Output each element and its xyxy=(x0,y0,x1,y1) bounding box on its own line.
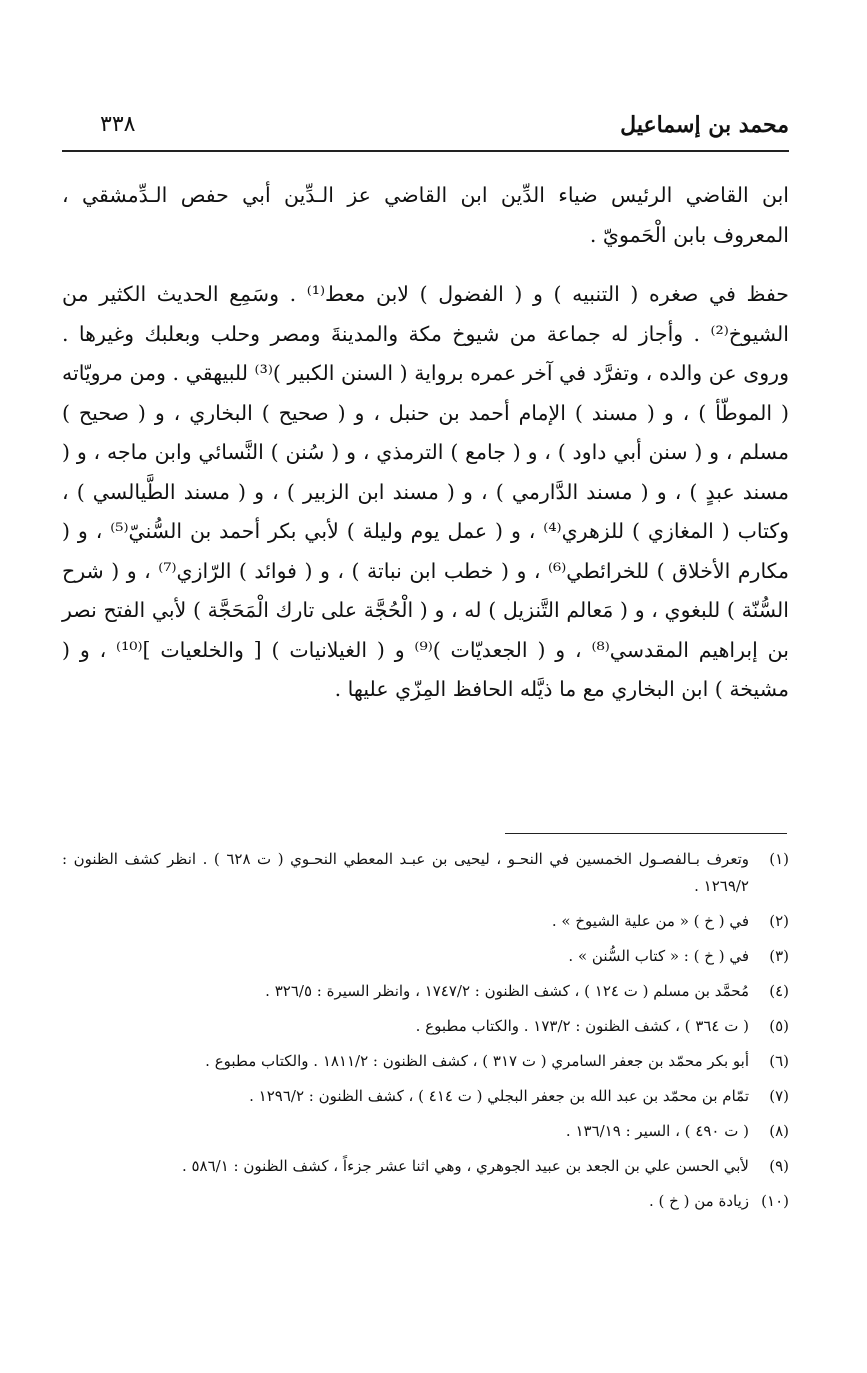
paragraph: حفظ في صغره ( التنبيه ) و ( الفضول ) لابن معط⁽¹⁾ . وسَمِع الحديث الكثير من الشيوخ⁽²⁾ . وأجاز له جماعة من شيوخ مكة والمدينةَ ومصر وحلب وبعلبك وغيرها . وروى عن والده ، وتفرَّد في آخر عمره برواية ( السنن الكبير )⁽³⁾ للبيهقي . ومن مرويّاته ( الموطّأ ) ، و ( مسند ) الإمام أحمد بن حنبل ، و ( صحيح ) البخاري ، و ( صحيح ) مسلم ، و ( سنن أبي داود ) ، و ( جامع ) الترمذي ، و ( سُنن ) النَّسائي وابن ماجه ، و ( مسند عبدٍ ) ، و ( مسند الدَّارمي ) ، و ( مسند ابن الزبير ) ، و ( مسند الطَّيالسي ) ، وكتاب ( المغازي ) للزهري⁽⁴⁾ ، و ( عمل يوم وليلة ) لأبي بكر أحمد بن السُّنيّ⁽⁵⁾ ، و ( مكارم الأخلاق ) للخرائطي⁽⁶⁾ ، و ( خطب ابن نباتة ) ، و ( فوائد ) الرّازي⁽⁷⁾ ، و ( شرح السُّنّة ) للبغوي ، و ( مَعالم التَّنزيل ) له ، و ( الْحُجَّة على تارك الْمَحَجَّة ) لأبي الفتح نصر بن إبراهيم المقدسي⁽⁸⁾ ، و ( الجعديّات )⁽⁹⁾ و ( الغيلانيات ) [ والخلعيات ]⁽¹⁰⁾ ، و ( مشيخة ) ابن البخاري مع ما ذيَّله الحافظ المِزّي عليها . xyxy=(62,282,789,701)
footnote-item xyxy=(62,846,789,900)
footnote-number: (٣) xyxy=(769,947,789,965)
footnote-number: (٨) xyxy=(769,1122,789,1140)
footnote-item xyxy=(62,943,789,970)
footnote-text: في ( خ ) : « كتاب السُّنن » . xyxy=(568,947,749,965)
header-rule xyxy=(62,150,789,152)
footnote-item xyxy=(62,1013,789,1040)
footnote-text: ( ت ٤٩٠ ) ، السير : ١٣٦/١٩ . xyxy=(565,1122,749,1140)
footnote-text: تمّام بن محمّد بن عبد الله بن جعفر البجلي ( ت ٤١٤ ) ، كشف الظنون : ١٢٩٦/٢ . xyxy=(249,1087,749,1105)
footnote-item xyxy=(62,1048,789,1075)
footnote-item xyxy=(62,1188,789,1215)
footnote-item xyxy=(62,1118,789,1145)
footnote-number: (٥) xyxy=(769,1017,789,1035)
footnote-separator xyxy=(505,833,787,834)
footnote-text: في ( خ ) « من علية الشيوخ » . xyxy=(551,912,749,930)
footnote-text: لأبي الحسن علي بن الجعد بن عبيد الجوهري ، وهي اثنا عشر جزءاً ، كشف الظنون : ٥٨٦/١ . xyxy=(181,1157,749,1175)
footnote-number: (٤) xyxy=(769,982,789,1000)
footnote-number: (٧) xyxy=(769,1087,789,1105)
footnote-text: ( ت ٣٦٤ ) ، كشف الظنون : ١٧٣/٢ . والكتاب مطبوع . xyxy=(415,1017,749,1035)
footnote-number: (١) xyxy=(769,850,789,868)
footnotes-list xyxy=(62,846,789,1223)
paragraph: ابن القاضي الرئيس ضياء الدِّين ابن القاضي عز الـدِّين أبي حفص الـدِّمشقي ، المعروف بابن الْحَمويّ . xyxy=(62,183,789,247)
footnote-item xyxy=(62,1083,789,1110)
footnote-number: (٦) xyxy=(769,1052,789,1070)
footnote-text: وتعرف بـالفصـول الخمسين في النحـو ، ليحيى بن عبـد المعطي النحـوي ( ت ٦٢٨ ) . انظر كشف الظنون : ١٢٦٩/٢ . xyxy=(62,850,749,895)
footnote-item xyxy=(62,1153,789,1180)
footnote-text: أبو بكر محمّد بن جعفر السامري ( ت ٣١٧ ) ، كشف الظنون : ١٨١١/٢ . والكتاب مطبوع . xyxy=(205,1052,749,1070)
footnote-item xyxy=(62,908,789,935)
running-title: محمد بن إسماعيل xyxy=(620,112,789,138)
page-number: ٣٣٨ xyxy=(100,112,136,137)
footnote-number: (٩) xyxy=(769,1157,789,1175)
page-header xyxy=(62,112,789,146)
footnote-text: زيادة من ( خ ) . xyxy=(649,1192,749,1210)
footnote-item xyxy=(62,978,789,1005)
main-text xyxy=(62,176,789,710)
footnote-text: مُحمَّد بن مسلم ( ت ١٢٤ ) ، كشف الظنون : ١٧٤٧/٢ ، وانظر السيرة : ٣٢٦/٥ . xyxy=(265,982,749,1000)
footnote-number: (٢) xyxy=(769,912,789,930)
footnote-number: (١٠) xyxy=(761,1192,789,1210)
